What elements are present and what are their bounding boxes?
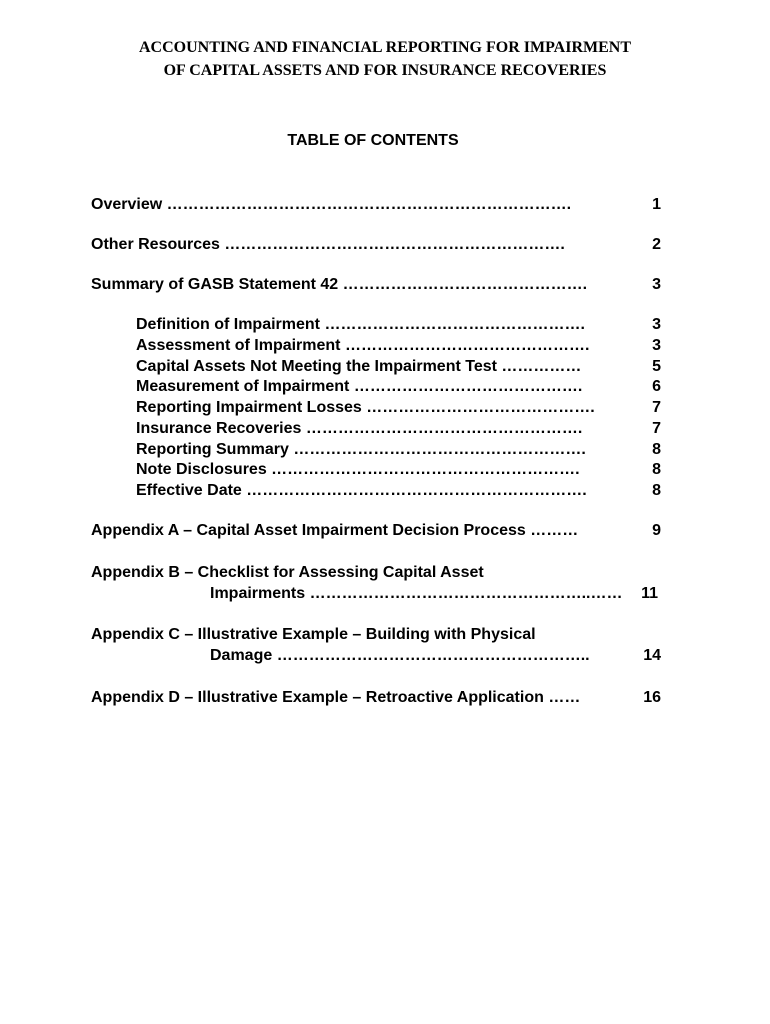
toc-subpage-definition: 3: [652, 316, 661, 333]
toc-page-appendix-a: 9: [652, 522, 661, 539]
toc-page-appendix-d: 16: [643, 689, 661, 706]
toc-subpage-insurance: 7: [652, 420, 661, 437]
title-line-2: OF CAPITAL ASSETS AND FOR INSURANCE RECOVERIES: [163, 62, 607, 79]
toc-subentry-definition: Definition of Impairment ………………………………………….: [136, 316, 585, 333]
toc-page-appendix-c: 14: [643, 647, 661, 664]
toc-subentry-effective-date: Effective Date ……………………………………………………….: [136, 482, 587, 499]
toc-entry-appendix-d: Appendix D – Illustrative Example – Retroactive Application ……: [91, 689, 581, 706]
toc-entry-overview: Overview ………………………………………………………………….: [91, 196, 572, 213]
toc-entry-appendix-b-cont: Impairments ……………………………………………..……: [210, 585, 623, 602]
toc-subentry-reporting-losses: Reporting Impairment Losses …………………………………….: [136, 399, 595, 416]
toc-page-other-resources: 2: [652, 236, 661, 253]
toc-subpage-note-disclosures: 8: [652, 461, 661, 478]
toc-subpage-capital-assets: 5: [652, 358, 661, 375]
toc-entry-appendix-b: Appendix B – Checklist for Assessing Capital Asset: [91, 564, 484, 581]
toc-page-overview: 1: [652, 196, 661, 213]
toc-subentry-measurement: Measurement of Impairment …………………………………….: [136, 378, 583, 395]
toc-subpage-reporting-summary: 8: [652, 441, 661, 458]
toc-subpage-measurement: 6: [652, 378, 661, 395]
toc-subpage-assessment: 3: [652, 337, 661, 354]
title-line-1: ACCOUNTING AND FINANCIAL REPORTING FOR IMPAIRMENT: [138, 39, 632, 56]
toc-subentry-capital-assets: Capital Assets Not Meeting the Impairment Test ……………: [136, 358, 582, 375]
document-title: [0, 36, 770, 82]
toc-subentry-note-disclosures: Note Disclosures ………………………………………………….: [136, 461, 580, 478]
toc-entry-appendix-c: Appendix C – Illustrative Example – Building with Physical: [91, 626, 536, 643]
toc-subentry-insurance: Insurance Recoveries …………………………………………….: [136, 420, 583, 437]
toc-page-summary: 3: [652, 276, 661, 293]
toc-entry-other-resources: Other Resources ……………………………………………………….: [91, 236, 565, 253]
toc-subpage-reporting-losses: 7: [652, 399, 661, 416]
toc-subentry-reporting-summary: Reporting Summary ……………………………………………….: [136, 441, 586, 458]
toc-subpage-effective-date: 8: [652, 482, 661, 499]
toc-heading: TABLE OF CONTENTS: [287, 132, 459, 149]
toc-subentry-assessment: Assessment of Impairment ……………………………………….: [136, 337, 590, 354]
toc-entry-summary: Summary of GASB Statement 42 ……………………………………….: [91, 276, 588, 293]
toc-page-appendix-b: 11: [641, 585, 658, 602]
toc-entry-appendix-c-cont: Damage …………………………………………………..: [210, 647, 590, 664]
toc-entry-appendix-a: Appendix A – Capital Asset Impairment Decision Process ………: [91, 522, 579, 539]
